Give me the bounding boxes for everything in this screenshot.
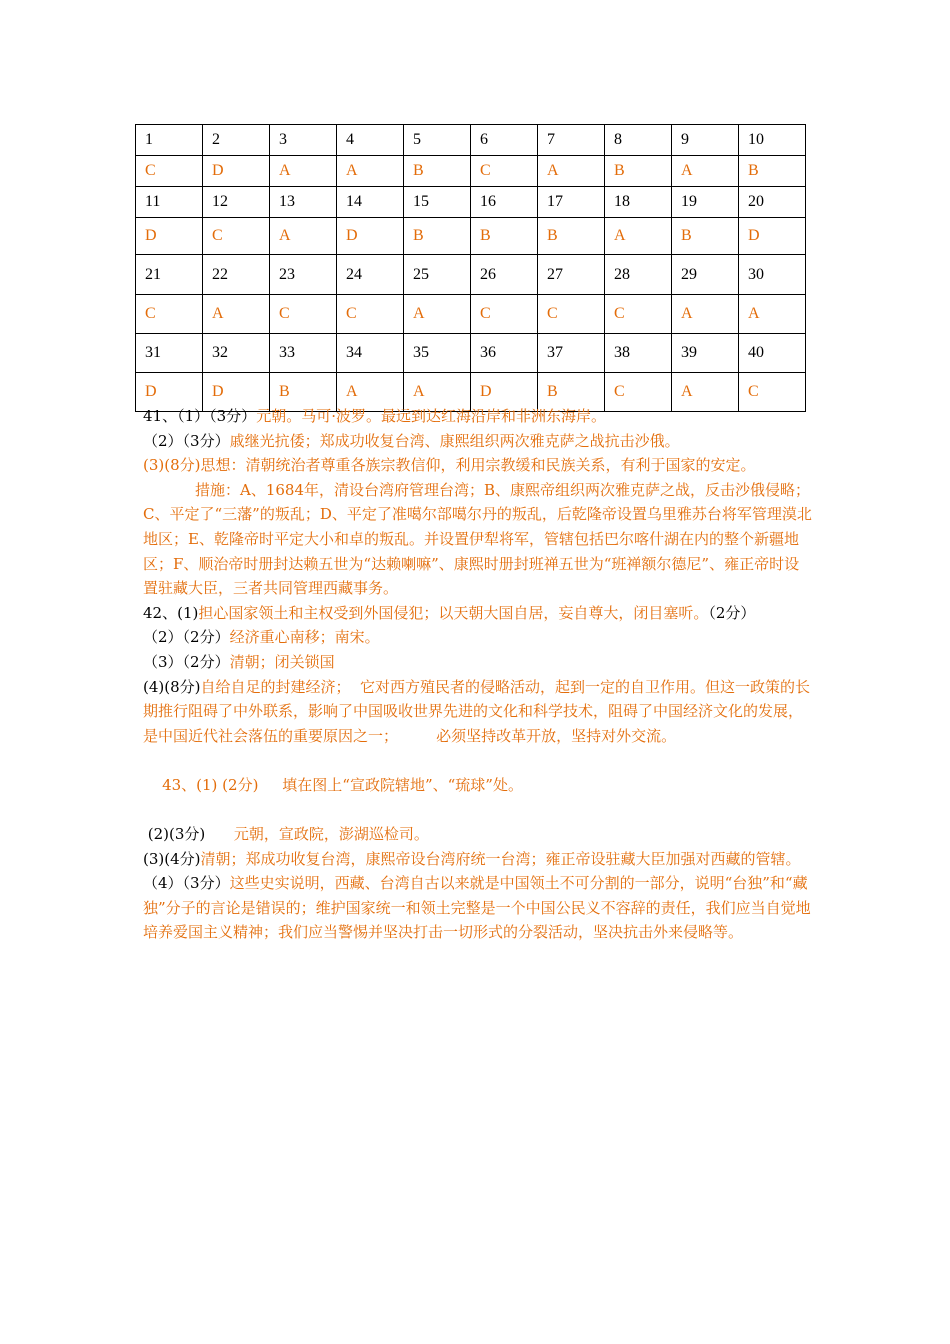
answer-cell: B <box>270 373 337 412</box>
answer-row <box>136 218 806 255</box>
answer-table <box>135 124 806 412</box>
q41-measures-text: 措施：A、1684年，清设台湾府管理台湾；B、康熙帝组织两次雅克萨之战，反击沙俄侵略；C、平定了“三藩”的叛乱；D、平定了准噶尔部噶尔丹的叛乱，后乾隆帝设置乌里雅苏台将军管理漠北地区；E、乾隆帝时平定大小和卓的叛乱。并设置伊犁将军，管辖包括巴尔喀什湖在内的整个新疆地区；F、顺治帝时册封达赖五世为“达赖喇嘛”、康熙时册封班禅五世为“班禅额尔德尼”、雍正帝时设置驻藏大臣，三者共同管理西藏事务。 <box>143 480 812 598</box>
answer-cell: C <box>605 373 672 412</box>
q41-line3 <box>143 453 813 478</box>
question-number-cell: 34 <box>337 334 404 373</box>
q42-line2 <box>143 625 813 650</box>
question-number-cell: 1 <box>136 125 203 156</box>
answer-cell: A <box>672 295 739 334</box>
q41-2-answer: 戚继光抗倭；郑成功收复台湾、康熙组织两次雅克萨之战抗击沙俄。 <box>229 431 680 450</box>
q41-line2 <box>143 429 813 454</box>
q43-4-answer: 这些史实说明，西藏、台湾自古以来就是中国领土不可分割的一部分，说明“台独”和“藏独”分子的言论是错误的；维护国家统一和领土完整是一个中国公民义不容辞的责任，我们应当自觉地培养爱国主义精神；我们应当警惕并坚决打击一切形式的分裂活动，坚决抗击外来侵略等。 <box>143 874 811 942</box>
question-number-cell: 19 <box>672 187 739 218</box>
question-number-cell: 24 <box>337 255 404 295</box>
q43-line1 <box>143 748 813 822</box>
q43-2-label: (2)(3分) <box>143 825 206 844</box>
answer-cell: C <box>605 295 672 334</box>
question-number-cell: 29 <box>672 255 739 295</box>
question-number-row <box>136 187 806 218</box>
q41-1-answer: 元朝。马可·波罗。最远到达红海沿岸和非洲东海岸。 <box>256 407 606 425</box>
question-number-row <box>136 125 806 156</box>
q42-2-answer: 经济重心南移；南宋。 <box>229 628 380 647</box>
answer-cell: B <box>538 373 605 412</box>
question-number-cell: 14 <box>337 187 404 218</box>
q43-3-answer: 清朝；郑成功收复台湾，康熙帝设台湾府统一台湾；雍正帝设驻藏大臣加强对西藏的管辖。 <box>200 849 801 868</box>
q41-1-label: 41、（1）（3分） <box>143 407 257 425</box>
q41-line1 <box>143 404 813 429</box>
question-number-cell: 5 <box>404 125 471 156</box>
answer-cell: C <box>203 218 270 255</box>
question-number-cell: 7 <box>538 125 605 156</box>
answer-row <box>136 295 806 334</box>
answer-cell: A <box>203 295 270 334</box>
question-number-cell: 16 <box>471 187 538 218</box>
answer-cell: B <box>605 156 672 187</box>
answer-cell: C <box>337 295 404 334</box>
q42-3-label: （3）（2分） <box>143 652 230 671</box>
q42-1-score: （2分） <box>708 603 756 622</box>
question-number-cell: 36 <box>471 334 538 373</box>
question-number-cell: 20 <box>739 187 806 218</box>
q41-3-answer: 思想：清朝统治者尊重各族宗教信仰，利用宗教缓和民族关系，有利于国家的安定。 <box>200 456 756 475</box>
q41-2-label: （2）（3分） <box>143 431 230 450</box>
answer-cell: A <box>672 373 739 412</box>
question-number-cell: 27 <box>538 255 605 295</box>
question-number-cell: 17 <box>538 187 605 218</box>
answer-cell: C <box>538 295 605 334</box>
answer-cell: A <box>404 373 471 412</box>
question-number-cell: 4 <box>337 125 404 156</box>
answer-cell: C <box>471 156 538 187</box>
question-number-cell: 8 <box>605 125 672 156</box>
answer-cell: A <box>337 373 404 412</box>
question-number-cell: 30 <box>739 255 806 295</box>
q42-4-label: (4)(8分) <box>143 677 201 696</box>
question-number-cell: 35 <box>404 334 471 373</box>
q43-3-label: (3)(4分) <box>143 849 201 868</box>
question-number-cell: 38 <box>605 334 672 373</box>
question-number-cell: 9 <box>672 125 739 156</box>
q43-2-answer: 元朝，宣政院，澎湖巡检司。 <box>205 825 429 844</box>
answer-cell: D <box>203 156 270 187</box>
answer-explanations <box>143 404 813 945</box>
question-number-cell: 11 <box>136 187 203 218</box>
answer-cell: A <box>270 218 337 255</box>
q42-line4 <box>143 675 813 749</box>
question-number-cell: 6 <box>471 125 538 156</box>
answer-cell: D <box>136 373 203 412</box>
q43-line3 <box>143 847 813 872</box>
q43-1-answer: 43、(1) (2分) 填在图上“宣政院辖地”、“琉球”处。 <box>162 775 523 794</box>
question-number-cell: 15 <box>404 187 471 218</box>
answer-cell: C <box>136 156 203 187</box>
answer-cell: C <box>136 295 203 334</box>
answer-cell: B <box>739 156 806 187</box>
answer-cell: C <box>270 295 337 334</box>
question-number-cell: 21 <box>136 255 203 295</box>
question-number-cell: 23 <box>270 255 337 295</box>
answer-cell: B <box>404 156 471 187</box>
answer-cell: A <box>270 156 337 187</box>
answer-row <box>136 156 806 187</box>
q42-line1 <box>143 601 813 626</box>
question-number-cell: 31 <box>136 334 203 373</box>
question-number-cell: 13 <box>270 187 337 218</box>
question-number-cell: 25 <box>404 255 471 295</box>
answer-cell: A <box>605 218 672 255</box>
question-number-cell: 28 <box>605 255 672 295</box>
question-number-cell: 22 <box>203 255 270 295</box>
answer-cell: D <box>337 218 404 255</box>
q42-1-label: 42、(1) <box>143 603 199 622</box>
q42-1-answer: 担心国家领土和主权受到外国侵犯；以天朝大国自居，妄自尊大，闭目塞听。 <box>198 603 709 622</box>
question-number-cell: 12 <box>203 187 270 218</box>
question-number-cell: 2 <box>203 125 270 156</box>
answer-cell: B <box>538 218 605 255</box>
question-number-cell: 3 <box>270 125 337 156</box>
question-number-cell: 26 <box>471 255 538 295</box>
answer-cell: A <box>337 156 404 187</box>
question-number-cell: 10 <box>739 125 806 156</box>
q42-line3 <box>143 650 813 675</box>
question-number-cell: 18 <box>605 187 672 218</box>
question-number-row <box>136 255 806 295</box>
question-number-cell: 32 <box>203 334 270 373</box>
question-number-cell: 39 <box>672 334 739 373</box>
answer-cell: A <box>538 156 605 187</box>
answer-cell: D <box>471 373 538 412</box>
answer-cell: B <box>471 218 538 255</box>
question-number-cell: 33 <box>270 334 337 373</box>
q41-3-label: (3)(8分) <box>143 456 201 475</box>
answer-cell: D <box>739 218 806 255</box>
answer-cell: B <box>404 218 471 255</box>
answer-cell: D <box>136 218 203 255</box>
question-number-cell: 37 <box>538 334 605 373</box>
q42-4-answer: 自给自足的封建经济； 它对西方殖民者的侵略活动，起到一定的自卫作用。但这一政策的长期推行阻碍了中外联系，影响了中国吸收世界先进的文化和科学技术，阻碍了中国经济文化的发展，是中国近代社会落伍的重要原因之一； 必须坚持改革开放，坚持对外交流。 <box>143 677 811 745</box>
question-number-row <box>136 334 806 373</box>
answer-cell: B <box>672 218 739 255</box>
q42-2-label: （2）（2分） <box>143 628 230 647</box>
q43-line2 <box>143 822 813 847</box>
question-number-cell: 40 <box>739 334 806 373</box>
q42-3-answer: 清朝；闭关锁国 <box>229 652 335 671</box>
answer-cell: A <box>739 295 806 334</box>
answer-cell: C <box>739 373 806 412</box>
q43-line4 <box>143 871 813 945</box>
answer-cell: D <box>203 373 270 412</box>
answer-cell: A <box>672 156 739 187</box>
answer-cell: C <box>471 295 538 334</box>
q41-measures <box>143 478 813 601</box>
answer-cell: A <box>404 295 471 334</box>
q43-4-label: （4）（3分） <box>143 874 230 893</box>
